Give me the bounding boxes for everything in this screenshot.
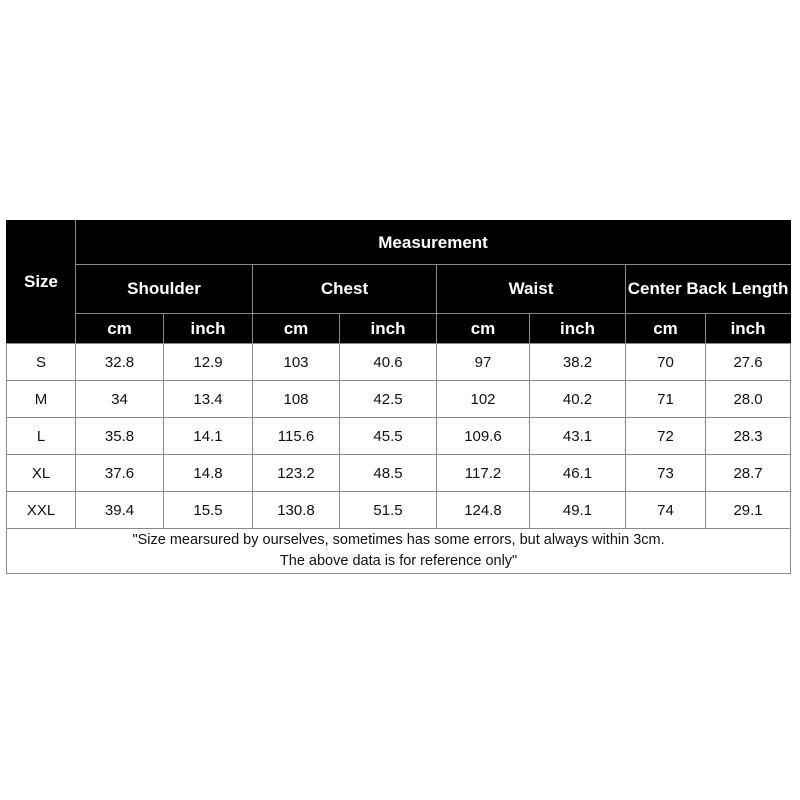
disclaimer-line: "Size mearsured by ourselves, sometimes has some errors, but always within 3cm. [132,532,665,548]
value-cell: 51.5 [340,492,437,529]
size-cell: XL [7,455,76,492]
unit-header: inch [530,314,626,344]
table-row [7,381,791,418]
value-cell: 109.6 [437,418,530,455]
value-cell: 14.8 [164,455,253,492]
value-cell: 48.5 [340,455,437,492]
value-cell: 28.7 [706,455,791,492]
unit-header: inch [706,314,791,344]
value-cell: 46.1 [530,455,626,492]
unit-header: inch [164,314,253,344]
value-cell: 38.2 [530,344,626,381]
value-cell: 124.8 [437,492,530,529]
value-cell: 39.4 [76,492,164,529]
value-cell: 35.8 [76,418,164,455]
value-cell: 13.4 [164,381,253,418]
table-row [7,455,791,492]
table-body [7,344,791,574]
value-cell: 108 [253,381,340,418]
value-cell: 103 [253,344,340,381]
value-cell: 15.5 [164,492,253,529]
table-row [7,418,791,455]
value-cell: 102 [437,381,530,418]
value-cell: 12.9 [164,344,253,381]
unit-header: cm [253,314,340,344]
value-cell: 28.0 [706,381,791,418]
unit-header: cm [626,314,706,344]
size-cell: S [7,344,76,381]
unit-header: cm [437,314,530,344]
value-cell: 29.1 [706,492,791,529]
value-cell: 28.3 [706,418,791,455]
value-cell: 34 [76,381,164,418]
size-chart-container [6,220,790,574]
size-cell: XXL [7,492,76,529]
value-cell: 45.5 [340,418,437,455]
table-header [7,221,791,344]
unit-header: cm [76,314,164,344]
size-cell: M [7,381,76,418]
value-cell: 43.1 [530,418,626,455]
center-back-length-header: Center Back Length [626,265,791,314]
value-cell: 37.6 [76,455,164,492]
value-cell: 72 [626,418,706,455]
value-cell: 40.6 [340,344,437,381]
value-cell: 123.2 [253,455,340,492]
value-cell: 70 [626,344,706,381]
size-column-header: Size [7,221,76,344]
table-row [7,492,791,529]
size-chart-table [6,220,791,574]
unit-header: inch [340,314,437,344]
value-cell: 27.6 [706,344,791,381]
value-cell: 130.8 [253,492,340,529]
value-cell: 117.2 [437,455,530,492]
chest-header: Chest [253,265,437,314]
value-cell: 71 [626,381,706,418]
value-cell: 49.1 [530,492,626,529]
waist-header: Waist [437,265,626,314]
value-cell: 115.6 [253,418,340,455]
value-cell: 74 [626,492,706,529]
disclaimer-note [7,529,791,574]
measurement-group-header: Measurement [76,221,791,265]
value-cell: 40.2 [530,381,626,418]
value-cell: 14.1 [164,418,253,455]
note-row [7,529,791,574]
disclaimer-line: The above data is for reference only" [279,553,518,569]
value-cell: 32.8 [76,344,164,381]
value-cell: 42.5 [340,381,437,418]
size-cell: L [7,418,76,455]
value-cell: 73 [626,455,706,492]
value-cell: 97 [437,344,530,381]
table-row [7,344,791,381]
shoulder-header: Shoulder [76,265,253,314]
